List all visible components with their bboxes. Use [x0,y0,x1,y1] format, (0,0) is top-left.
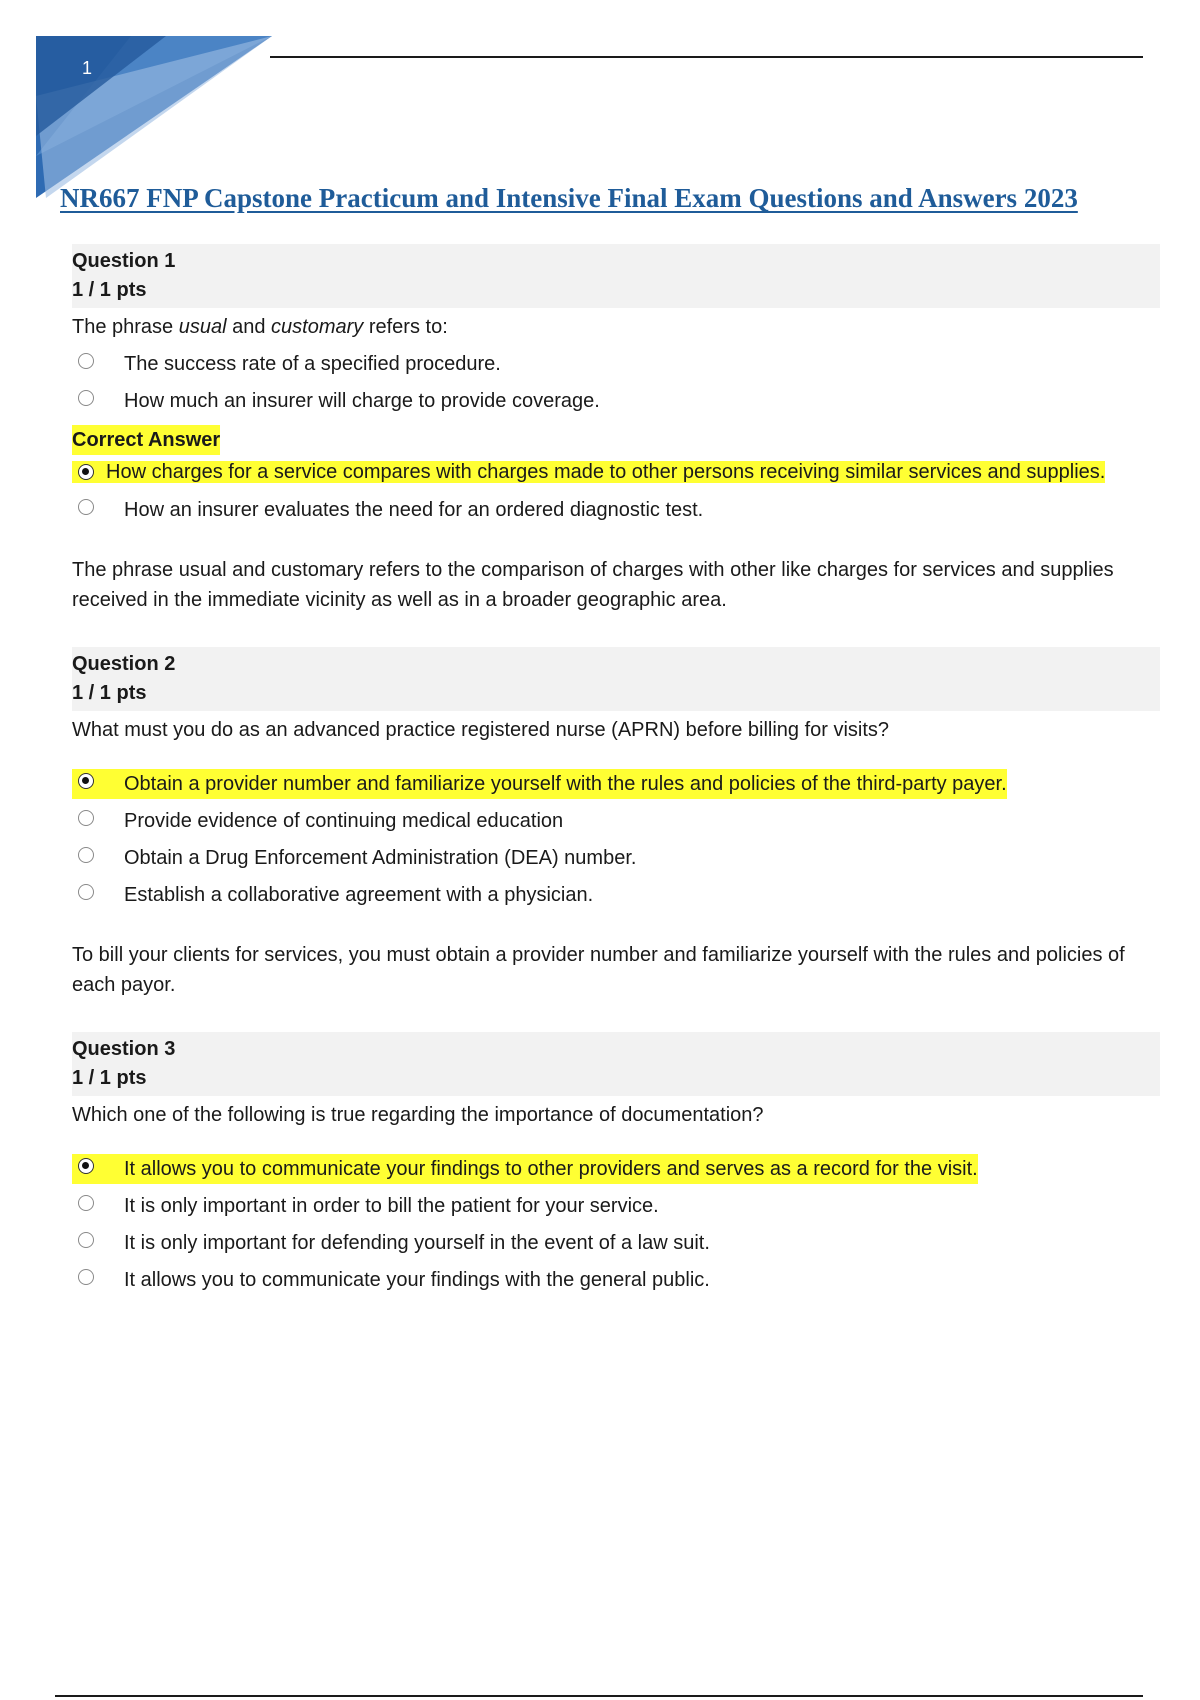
answer-option[interactable] [72,386,1160,416]
radio-button-selected[interactable] [78,773,94,789]
radio-button[interactable] [78,847,94,863]
question-points: 1 / 1 pts [72,279,147,301]
answer-explanation: To bill your clients for services, you must obtain a provider number and familiarize yourself with the rules and policies of each payor. [72,944,1125,996]
radio-button[interactable] [78,884,94,900]
option-label: How charges for a service compares with charges made to other persons receiving similar services and supplies. [106,461,1106,483]
answer-option[interactable] [72,1191,1160,1221]
answer-option[interactable] [72,880,1160,910]
question-prompt: The phrase usual and customary refers to: [72,316,448,338]
answer-explanation: The phrase usual and customary refers to the comparison of charges with other like charges for services and supplies received in the immediate vicinity as well as in a broader geographic area. [72,559,1114,611]
question-title: Question 2 [72,653,176,675]
footer-rule [55,1695,1143,1697]
question-prompt: Which one of the following is true regarding the importance of documentation? [72,1104,764,1126]
option-label: Provide evidence of continuing medical education [124,810,564,832]
option-label: It is only important for defending yourself in the event of a law suit. [124,1232,710,1254]
radio-button[interactable] [78,353,94,369]
question-title: Question 3 [72,1038,176,1060]
answer-option[interactable] [72,1265,1160,1295]
page-number: 1 [82,58,93,78]
radio-button[interactable] [78,810,94,826]
option-label: The success rate of a specified procedure. [124,353,501,375]
question-1 [72,244,1160,615]
option-label: How much an insurer will charge to provide coverage. [124,390,600,412]
header-rule [270,56,1143,58]
corner-decoration [36,36,272,198]
answer-option[interactable] [72,495,1160,525]
question-points: 1 / 1 pts [72,1067,147,1089]
option-label: How an insurer evaluates the need for an ordered diagnostic test. [124,499,704,521]
question-3 [72,1032,1160,1295]
answer-option[interactable] [72,843,1160,873]
question-points: 1 / 1 pts [72,682,147,704]
radio-button[interactable] [78,1269,94,1285]
answer-option-selected[interactable] [72,1154,1160,1184]
answer-option-selected[interactable] [72,769,1160,799]
correct-answer-label: Correct Answer [72,425,220,455]
radio-button-selected[interactable] [78,464,94,480]
question-header [72,1032,1160,1096]
answer-option[interactable] [72,1228,1160,1258]
answer-option[interactable] [72,806,1160,836]
radio-button[interactable] [78,390,94,406]
answer-option-selected[interactable] [72,457,1160,488]
option-label: Obtain a Drug Enforcement Administration (DEA) number. [124,847,637,869]
document-title: NR667 FNP Capstone Practicum and Intensive Final Exam Questions and Answers 2023 [60,183,1078,213]
radio-button-selected[interactable] [78,1158,94,1174]
radio-button[interactable] [78,499,94,515]
question-title: Question 1 [72,250,176,272]
radio-button[interactable] [78,1232,94,1248]
radio-button[interactable] [78,1195,94,1211]
answer-option[interactable] [72,349,1160,379]
option-label: It allows you to communicate your findings with the general public. [124,1269,710,1291]
question-prompt: What must you do as an advanced practice registered nurse (APRN) before billing for visits? [72,719,890,741]
question-2 [72,647,1160,1000]
option-label: Obtain a provider number and familiarize yourself with the rules and policies of the third-party payer. [124,773,1007,795]
option-label: It allows you to communicate your findings to other providers and serves as a record for the visit. [124,1158,978,1180]
question-header [72,647,1160,711]
question-header [72,244,1160,308]
option-label: Establish a collaborative agreement with a physician. [124,884,594,906]
quiz-content [72,244,1160,1327]
option-label: It is only important in order to bill the patient for your service. [124,1195,659,1217]
